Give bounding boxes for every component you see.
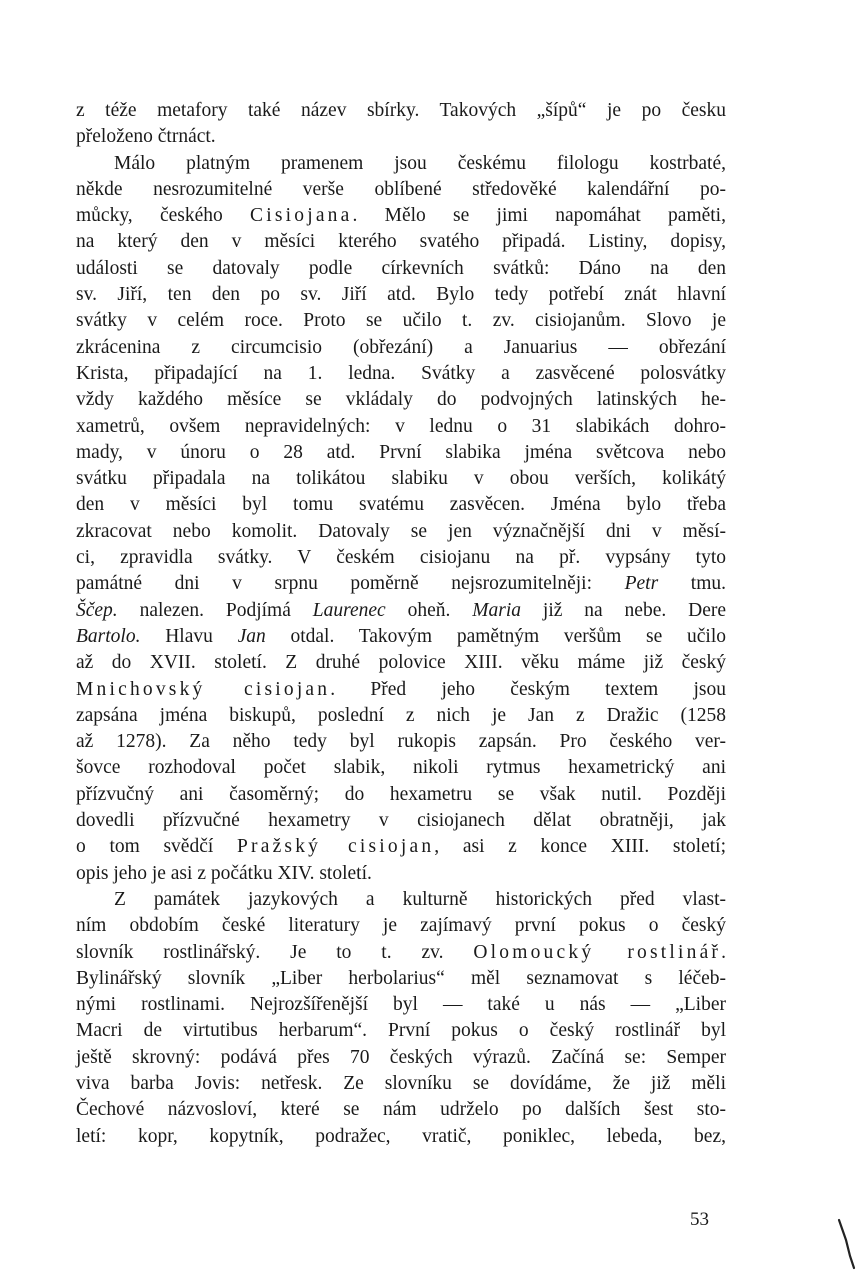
text-line: Krista, připadající na 1. ledna. Svátky a zasvěcené polosvátky [76, 362, 726, 384]
spaced-title-cisiojana: Cisiojana [250, 205, 353, 227]
text-line: sv. Jiří, ten den po sv. Jiří atd. Bylo tedy potřebí znát hlavní [76, 284, 726, 306]
text-line: svátku připadala na tolikátou slabiku v obou verších, kolikátý [76, 468, 726, 490]
spaced-title-olomoucky: Olomoucký rostlinář [473, 941, 722, 963]
text-line: xametrů, ovšem nepravidelných: v lednu o 31 slabikách dohro- [76, 415, 726, 437]
italic-name: Ščep. [76, 599, 118, 621]
text-line: Bartolo. Hlavu Jan otdal. Takovým pamětným veršům se učilo [76, 625, 726, 647]
paragraph-start-line: Z památek jazykových a kulturně historických před vlast- [114, 888, 726, 910]
text-line: až 1278). Za něho tedy byl rukopis zapsán. Pro českého ver- [76, 731, 726, 753]
text-line: ci, zpravidla svátky. V českém cisiojanu na př. vypsány tyto [76, 547, 726, 569]
text-line: ním obdobím české literatury je zajímavý první pokus o český [76, 915, 726, 937]
italic-name: Maria [472, 599, 522, 621]
spaced-title-mnichovsky: Mnichovský cisiojan [76, 678, 331, 700]
text-line: vždy každého měsíce se vkládaly do podvojných latinských he- [76, 389, 726, 411]
paragraph-start-line: Málo platným pramenem jsou českému filologu kostrbaté, [114, 152, 726, 174]
italic-name: Jan [237, 625, 266, 647]
text-line: den v měsíci byl tomu svatému zasvěcen. Jména bylo třeba [76, 494, 726, 516]
italic-name: Bartolo. [76, 625, 141, 647]
text-line: až do XVII. století. Z druhé polovice XIII. věku máme již český [76, 652, 726, 674]
text-line: dovedli přízvučné hexametry v cisiojanech dělat obratněji, jak [76, 810, 726, 832]
text-line: opis jeho je asi z počátku XIV. století. [76, 862, 372, 884]
text-line: zapsána jména biskupů, poslední z nich je Jan z Dražic (1258 [76, 704, 726, 726]
body-text [76, 98, 726, 1150]
text-line: Bylinářský slovník „Liber herbolarius“ měl seznamovat s léčeb- [76, 967, 726, 989]
text-line: Čechové názvosloví, které se nám udrželo po dalších šest sto- [76, 1099, 726, 1121]
text-line: události se datovaly podle církevních svátků: Dáno na den [76, 257, 726, 279]
text-line: šovce rozhodoval počet slabik, nikoli rytmus hexametrický ani [76, 757, 726, 779]
text-line: o tom svědčí Pražský cisiojan, asi z konce XIII. století; [76, 836, 726, 858]
text-line: slovník rostlinářský. Je to t. zv. Olomoucký rostlinář. [76, 941, 727, 963]
spaced-title-prazsky: Pražský cisiojan [236, 836, 435, 858]
scan-edge-mark [836, 1218, 856, 1270]
text-line: někde nesrozumitelné verše oblíbené středověké kalendářní po- [76, 178, 726, 200]
text-line: Ščep. nalezen. Podjímá Laurenec oheň. Maria již na nebe. Dere [76, 599, 727, 621]
text-line: zkracovat nebo komolit. Datovaly se jen význačnější dni v měsí- [76, 520, 726, 542]
text-line: ještě skrovný: podává přes 70 českých výrazů. Začíná se: Semper [76, 1046, 726, 1068]
text-line: zkrácenina z circumcisio (obřezání) a Januarius — obřezání [76, 336, 726, 358]
text-line: viva barba Jovis: netřesk. Ze slovníku se dovídáme, že již měli [76, 1072, 726, 1094]
italic-name: Laurenec [312, 599, 386, 621]
italic-name: Petr [624, 573, 659, 595]
text-line: na který den v měsíci kterého svatého připadá. Listiny, dopisy, [76, 231, 726, 253]
text-line: mady, v únoru o 28 atd. První slabika jména světcova nebo [76, 441, 726, 463]
text-line: Mnichovský cisiojan. Před jeho českým textem jsou [76, 678, 727, 700]
text-line: přízvučný ani časoměrný; do hexametru se však nutil. Později [76, 783, 726, 805]
text-line: letí: kopr, kopytník, podražec, vratič, poniklec, lebeda, bez, [76, 1125, 726, 1147]
text-line: svátky v celém roce. Proto se učilo t. zv. cisiojanům. Slovo je [76, 310, 726, 332]
page-number: 53 [690, 1209, 709, 1230]
text-line: z téže metafory také název sbírky. Takových „šípů“ je po česku [76, 100, 726, 121]
text-line: můcky, českého Cisiojana. Mělo se jimi napomáhat paměti, [76, 205, 726, 227]
text-line: Macri de virtutibus herbarum“. První pokus o český rostlinář byl [76, 1020, 726, 1042]
text-line: památné dni v srpnu poměrně nejsrozumitelněji: Petr tmu. [76, 573, 726, 595]
text-line: nými rostlinami. Nejrozšířenější byl — také u nás — „Liber [76, 994, 726, 1016]
text-line: přeloženo čtrnáct. [76, 126, 216, 148]
